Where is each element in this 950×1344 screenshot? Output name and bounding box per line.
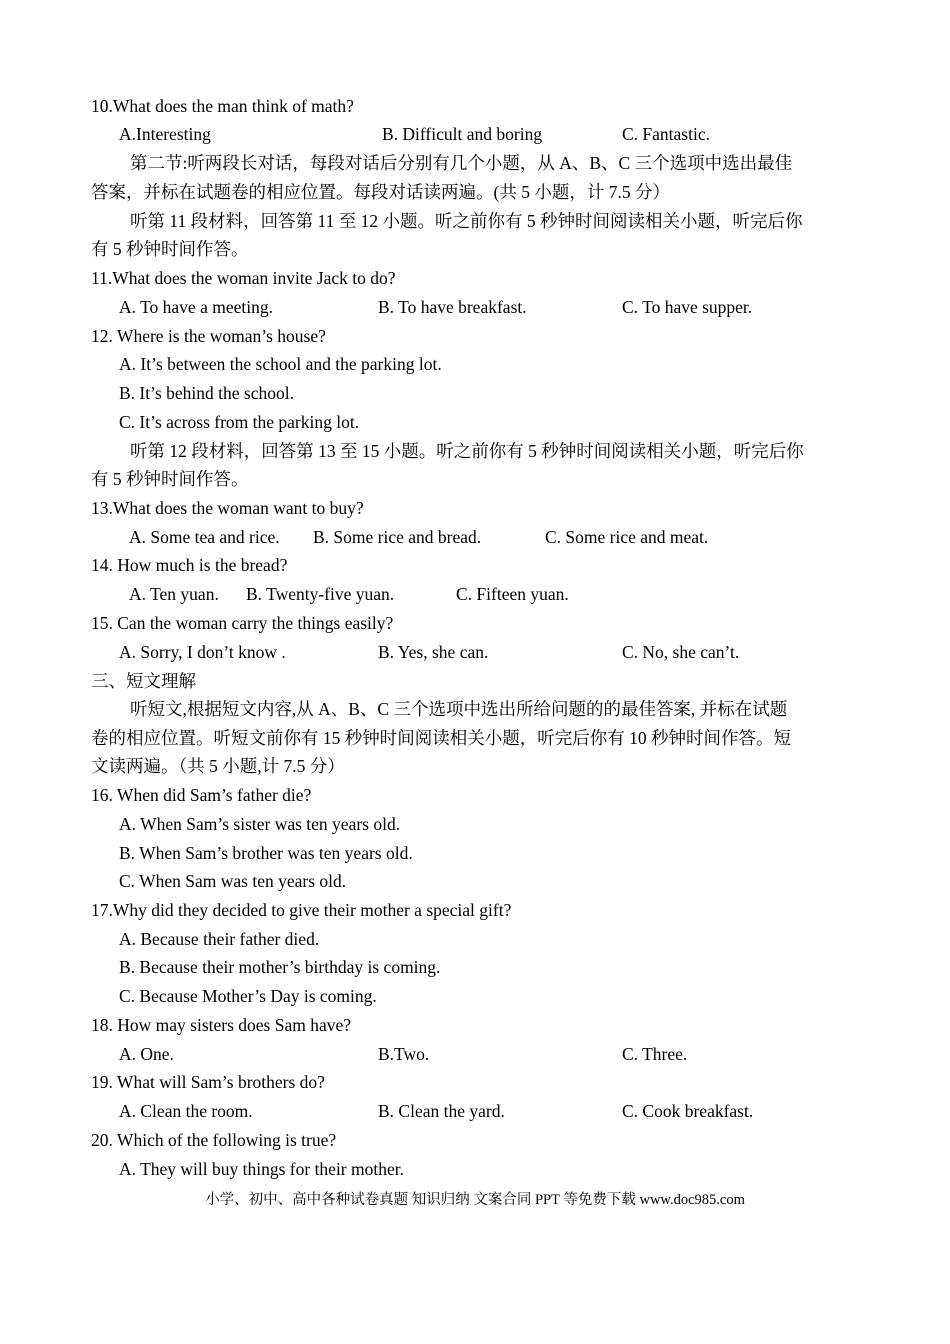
material12-intro-line2: 有 5 秒钟时间作答。 [91, 469, 249, 489]
q12-option-b: B. It’s behind the school. [119, 383, 294, 403]
question-20: 20. Which of the following is true? [91, 1130, 337, 1150]
q14-option-a: A. Ten yuan. [129, 584, 219, 604]
question-12: 12. Where is the woman’s house? [91, 326, 326, 346]
q16-option-b: B. When Sam’s brother was ten years old. [119, 843, 413, 863]
question-13: 13.What does the woman want to buy? [91, 498, 364, 518]
q15-option-a: A. Sorry, I don’t know . [119, 642, 286, 662]
q15-option-b: B. Yes, she can. [378, 642, 489, 662]
q14-option-b: B. Twenty-five yuan. [246, 584, 395, 604]
material11-intro-line2: 有 5 秒钟时间作答。 [91, 239, 249, 259]
q12-option-c: C. It’s across from the parking lot. [119, 412, 360, 432]
question-18: 18. How may sisters does Sam have? [91, 1015, 352, 1035]
material11-intro-line1: 听第 11 段材料，回答第 11 至 12 小题。听之前你有 5 秒钟时间阅读相关小题，听完后你 [130, 211, 803, 231]
q12-option-a: A. It’s between the school and the parking lot. [119, 354, 442, 374]
question-11: 11.What does the woman invite Jack to do? [91, 268, 396, 288]
q10-option-a: A.Interesting [119, 124, 211, 144]
q11-option-a: A. To have a meeting. [119, 297, 273, 317]
q10-option-c: C. Fantastic. [622, 124, 710, 144]
q19-option-c: C. Cook breakfast. [622, 1101, 754, 1121]
question-14: 14. How much is the bread? [91, 555, 288, 575]
question-10: 10.What does the man think of math? [91, 96, 354, 116]
page-footer: 小学、初中、高中各种试卷真题 知识归纳 文案合同 PPT 等免费下载 www.doc985.com [205, 1192, 745, 1208]
q19-option-a: A. Clean the room. [119, 1101, 253, 1121]
q13-option-a: A. Some tea and rice. [129, 527, 280, 547]
q19-option-b: B. Clean the yard. [378, 1101, 505, 1121]
q11-option-b: B. To have breakfast. [378, 297, 527, 317]
q13-option-c: C. Some rice and meat. [545, 527, 709, 547]
question-17: 17.Why did they decided to give their mother a special gift? [91, 900, 512, 920]
question-16: 16. When did Sam’s father die? [91, 785, 312, 805]
q11-option-c: C. To have supper. [622, 297, 753, 317]
q20-option-a: A. They will buy things for their mother. [119, 1159, 404, 1179]
q17-option-c: C. Because Mother’s Day is coming. [119, 986, 377, 1006]
q17-option-a: A. Because their father died. [119, 929, 320, 949]
section2-intro-line1: 第二节:听两段长对话，每段对话后分别有几个小题，从 A、B、C 三个选项中选出最佳 [130, 153, 793, 173]
section3-intro-line2: 卷的相应位置。听短文前你有 15 秒钟时间阅读相关小题，听完后你有 10 秒钟时间作答。短 [91, 728, 791, 748]
section3-intro-line1: 听短文,根据短文内容,从 A、B、C 三个选项中选出所给问题的的最佳答案, 并标在试题 [130, 699, 788, 719]
q10-option-b: B. Difficult and boring [382, 124, 543, 144]
q17-option-b: B. Because their mother’s birthday is coming. [119, 957, 441, 977]
q13-option-b: B. Some rice and bread. [313, 527, 482, 547]
q14-option-c: C. Fifteen yuan. [456, 584, 569, 604]
q18-option-b: B.Two. [378, 1044, 430, 1064]
material12-intro-line1: 听第 12 段材料，回答第 13 至 15 小题。听之前你有 5 秒钟时间阅读相关小题，听完后你 [130, 441, 804, 461]
q15-option-c: C. No, she can’t. [622, 642, 740, 662]
question-15: 15. Can the woman carry the things easily? [91, 613, 394, 633]
section3-intro-line3: 文读两遍。（共 5 小题,计 7.5 分） [91, 756, 345, 776]
q16-option-a: A. When Sam’s sister was ten years old. [119, 814, 401, 834]
section2-intro-line2: 答案，并标在试题卷的相应位置。每段对话读两遍。(共 5 小题，计 7.5 分） [91, 182, 670, 202]
question-19: 19. What will Sam’s brothers do? [91, 1072, 325, 1092]
q16-option-c: C. When Sam was ten years old. [119, 871, 347, 891]
q18-option-c: C. Three. [622, 1044, 688, 1064]
section3-heading: 三、短文理解 [91, 671, 196, 691]
q18-option-a: A. One. [119, 1044, 174, 1064]
